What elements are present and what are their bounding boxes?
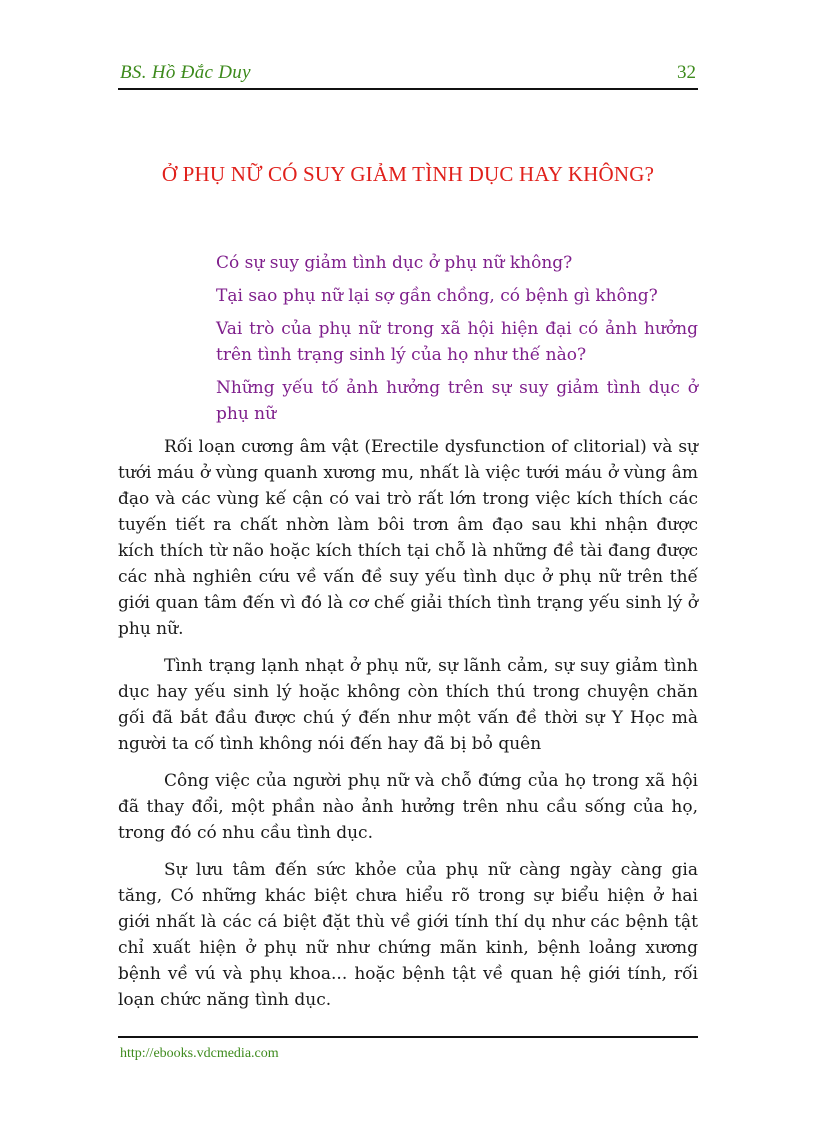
page-footer (118, 1036, 698, 1062)
page-number: 32 (677, 62, 696, 83)
body-text (118, 434, 698, 1024)
question-item: Có sự suy giảm tình dục ở phụ nữ không? (216, 253, 573, 273)
body-paragraph: Công việc của người phụ nữ và chỗ đứng của họ trong xã hội đã thay đổi, một phần nào ảnh hưởng trên nhu cầu sống của họ, trong đó có nhu cầu tình dục. (118, 771, 698, 843)
footer-link[interactable]: http://ebooks.vdcmedia.com (120, 1046, 279, 1061)
body-paragraph: Sự lưu tâm đến sức khỏe của phụ nữ càng ngày càng gia tăng, Có những khác biệt chưa hiểu rõ trong sự biểu hiện ở hai giới nhất là các cá biệt đặt thù về giới tính thí dụ như các bệnh tật chỉ xuất hiện ở phụ nữ như chứng mãn kinh, bệnh loảng xương bệnh về vú và phụ khoa... hoặc bệnh tật về quan hệ giới tính, rối loạn chức năng tình dục. (118, 860, 698, 1010)
question-item: Vai trò của phụ nữ trong xã hội hiện đại có ảnh hưởng trên tình trạng sinh lý của họ như thế nào? (216, 319, 698, 365)
body-paragraph: Rối loạn cương âm vật (Erectile dysfunction of clitorial) và sự tưới máu ở vùng quanh xương mu, nhất là việc tưới máu ở vùng âm đạo và các vùng kế cận có vai trò rất lớn trong việc kích thích các tuyến tiết ra chất nhờn làm bôi trơn âm đạo sau khi nhận được kích thích từ não hoặc kích thích tại chỗ là những đề tài đang được các nhà nghiên cứu về vấn đề suy yếu tình dục ở phụ nữ trên thế giới quan tâm đến vì đó là cơ chế giải thích tình trạng yếu sinh lý ở phụ nữ. (118, 437, 698, 639)
question-item: Những yếu tố ảnh hưởng trên sự suy giảm tình dục ở phụ nữ (216, 378, 698, 424)
question-list (216, 250, 698, 434)
body-paragraph: Tình trạng lạnh nhạt ở phụ nữ, sự lãnh cảm, sự suy giảm tình dục hay yếu sinh lý hoặc không còn thích thú trong chuyện chăn gối đã bắt đầu được chú ý đến như một vấn đề thời sự Y Học mà người ta cố tình không nói đến hay đã bị bỏ quên (118, 656, 698, 754)
chapter-title: Ở PHỤ NỮ CÓ SUY GIẢM TÌNH DỤC HAY KHÔNG? (161, 162, 655, 186)
question-item: Tại sao phụ nữ lại sợ gần chồng, có bệnh gì không? (216, 286, 658, 306)
author-name: BS. Hồ Đắc Duy (120, 62, 251, 83)
page-header (118, 62, 698, 90)
